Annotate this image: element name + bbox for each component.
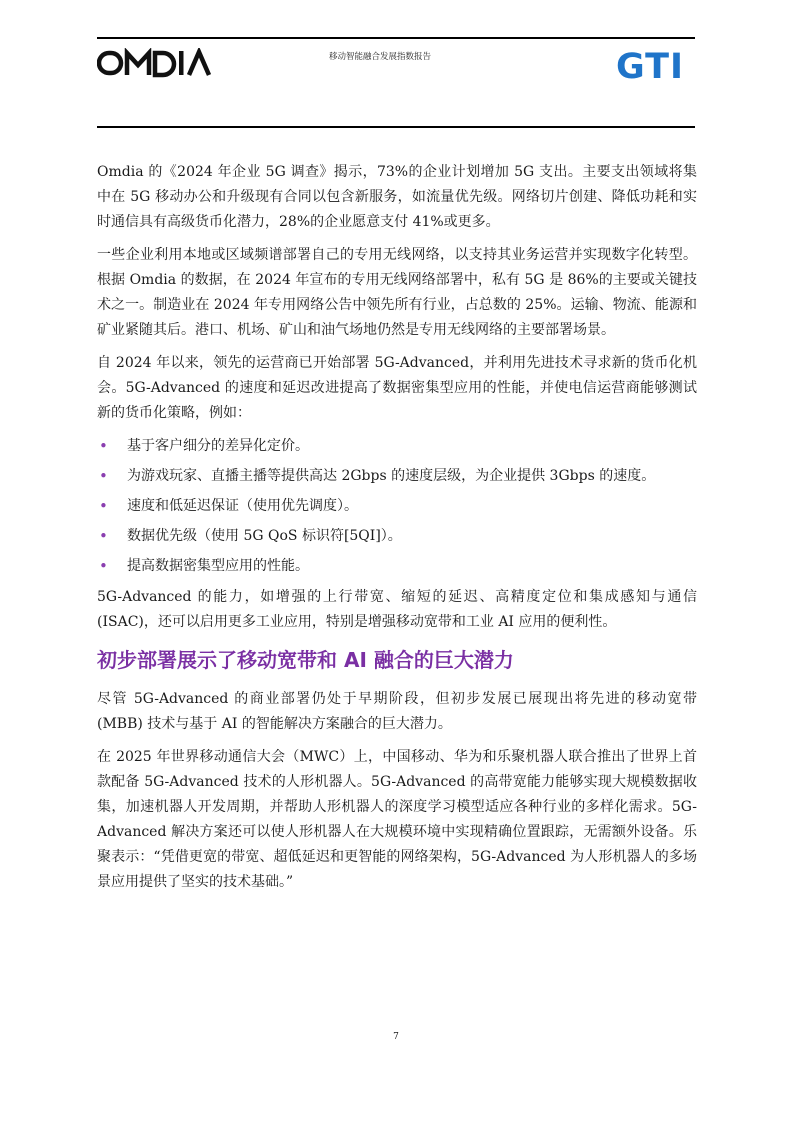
header-bottom-rule	[97, 126, 695, 128]
paragraph-5g-advanced: 自 2024 年以来，领先的运营商已开始部署 5G-Advanced，并利用先进技术寻求新的货币化机会。5G-Advanced 的速度和延迟改进提高了数据密集型应用的性能，并使电信运营商能够测试新的货币化策略，例如：	[97, 355, 697, 421]
omdia-logo	[97, 48, 213, 78]
strategy-list	[97, 434, 697, 579]
paragraph-survey: Omdia 的《2024 年企业 5G 调查》揭示，73%的企业计划增加 5G 支出。主要支出领域将集中在 5G 移动办公和升级现有合同以包含新服务，如流量优先级。网络切片创建、降低功耗和实时通信具有高级货币化潜力，28%的企业愿意支付 41%或更多。	[97, 164, 697, 230]
bullet-icon: •	[99, 557, 108, 575]
paragraph-mwc-robot: 在 2025 年世界移动通信大会（MWC）上，中国移动、华为和乐聚机器人联合推出了世界上首款配备 5G-Advanced 技术的人形机器人。5G-Advanced 的高带宽能力能够实现大规模数据收集，加速机器人开发周期，并帮助人形机器人的深度学习模型适应各种行业的多样化需求。5G-Advanced 解决方案还可以使人形机器人在大规模环境中实现精确位置跟踪，无需额外设备。乐聚表示：“凭借更宽的带宽、超低延迟和更智能的网络架构，5G-Advanced 为人形机器人的多场景应用提供了坚实的技术基础。”	[97, 749, 697, 890]
list-item: • 数据优先级（使用 5G QoS 标识符[5QI]）。	[97, 524, 697, 549]
page-body	[97, 160, 697, 903]
bullet-icon: •	[99, 527, 108, 545]
header-top-rule	[97, 37, 695, 39]
list-item: • 速度和低延迟保证（使用优先调度）。	[97, 494, 697, 519]
list-item: • 为游戏玩家、直播主播等提供高达 2Gbps 的速度层级，为企业提供 3Gbps 的速度。	[97, 464, 697, 489]
paragraph-capabilities: 5G-Advanced 的能力，如增强的上行带宽、缩短的延迟、高精度定位和集成感知与通信 (ISAC)，还可以启用更多工业应用，特别是增强移动宽带和工业 AI 应用的便利性。	[97, 589, 697, 630]
paragraph-early-deployment: 尽管 5G-Advanced 的商业部署仍处于早期阶段，但初步发展已展现出将先进的移动宽带 (MBB) 技术与基于 AI 的智能解决方案融合的巨大潜力。	[97, 691, 697, 732]
report-title: 移动智能融合发展指数报告	[328, 52, 431, 62]
page-number: 7	[393, 1032, 399, 1042]
section-heading: 初步部署展示了移动宽带和 AI 融合的巨大潜力	[97, 648, 514, 672]
list-item: • 基于客户细分的差异化定价。	[97, 434, 697, 459]
bullet-icon: •	[99, 437, 108, 455]
list-item: • 提高数据密集型应用的性能。	[97, 554, 697, 579]
gti-logo: GTI	[616, 47, 685, 87]
paragraph-private-networks: 一些企业利用本地或区域频谱部署自己的专用无线网络，以支持其业务运营并实现数字化转型。根据 Omdia 的数据，在 2024 年宣布的专用无线网络部署中，私有 5G 是 86%的主要或关键技术之一。制造业在 2024 年专用网络公告中领先所有行业，占总数的 25%。运输、物流、能源和矿业紧随其后。港口、机场、矿山和油气场地仍然是专用无线网络的主要部署场景。	[97, 247, 697, 338]
bullet-icon: •	[99, 497, 108, 515]
bullet-icon: •	[99, 467, 108, 485]
